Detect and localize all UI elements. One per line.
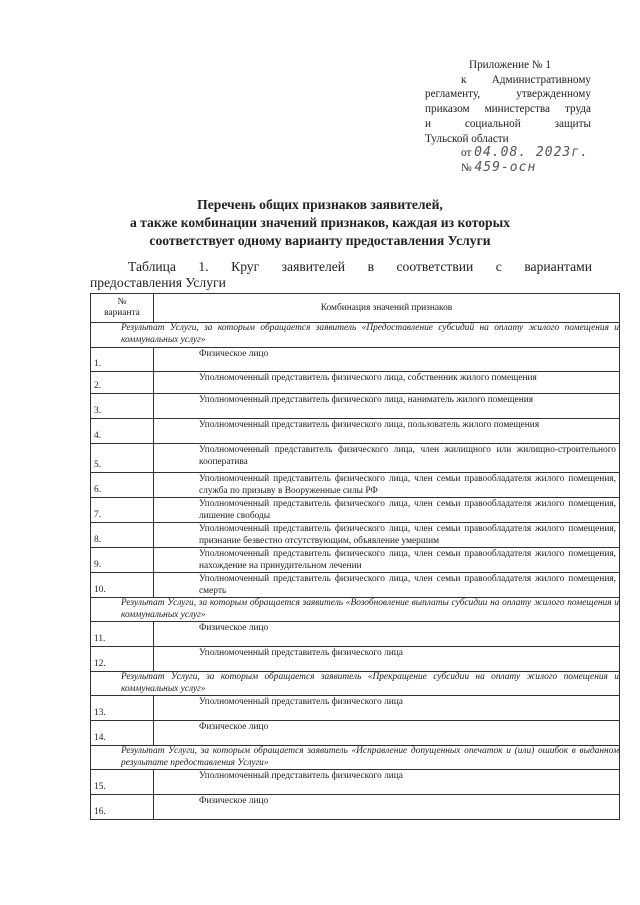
combination-text: Физическое лицо [199,722,269,732]
appendix-line: регламенту, утвержденному [425,88,591,101]
combination-text: Уполномоченный представитель физического лица, член жилищного или жилищно-строительного кооператива [199,445,616,467]
appendix-block [425,58,591,176]
variant-number: 7. [91,498,154,523]
variant-number: 11. [91,622,154,647]
variant-combination [154,419,620,444]
table-row [91,444,620,473]
section-title-text: Результат Услуги, за которым обращается заявитель «Исправление допущенных опечаток и (или) ошибок в выданном результате предоставления Услуги» [121,746,619,768]
variant-combination [154,770,620,795]
table-row [91,622,620,647]
variant-number: 1. [91,348,154,372]
section-header-row [91,746,620,770]
variant-number: 12. [91,647,154,672]
table-header-row [91,294,620,323]
variant-number: 2. [91,372,154,394]
table-row [91,696,620,721]
section-title [91,323,620,348]
section-title [91,672,620,696]
variant-combination [154,498,620,523]
section-title-text: Результат Услуги, за которым обращается заявитель «Прекращение субсидии на оплату жилого помещения и коммунальных услуг» [121,672,619,694]
combination-text: Физическое лицо [199,623,269,633]
table-row [91,473,620,498]
variant-combination [154,721,620,746]
section-header-row [91,672,620,696]
number-prefix: № [461,161,472,174]
section-title-text: Результат Услуги, за которым обращается заявитель «Предоставление субсидий на оплату жилого помещения и коммунальных услуг» [121,323,619,345]
variant-number: 4. [91,419,154,444]
appendix-line: к Административному [461,73,591,86]
table-row [91,647,620,672]
table-row [91,770,620,795]
appendix-line: Приложение № 1 [469,59,551,71]
variant-combination [154,622,620,647]
table-row [91,498,620,523]
title-line: соответствует одному варианту предоставления Услуги [149,233,491,248]
appendix-date [425,146,591,161]
table-row [91,721,620,746]
table-caption [90,259,592,290]
variant-combination [154,548,620,573]
variant-combination [154,573,620,598]
table-row [91,523,620,548]
combination-text: Уполномоченный представитель физического лица, пользователь жилого помещения [199,420,540,430]
variant-number: 8. [91,523,154,548]
combination-text: Уполномоченный представитель физического лица, член семьи правообладателя жилого помещения, признание безвестно отсутствующим, объявление умершим [199,524,616,546]
appendix-line: Тульской области [425,132,509,145]
section-header-row [91,598,620,622]
appendix-number [425,161,591,176]
appendix-line: приказом министерства труда [425,103,591,116]
table-row [91,573,620,598]
variant-combination [154,348,620,372]
variant-number: 9. [91,548,154,573]
combination-text: Физическое лицо [199,349,269,359]
section-header-row [91,323,620,348]
variant-combination [154,696,620,721]
combination-text: Уполномоченный представитель физического лица [199,771,403,781]
variant-number: 3. [91,394,154,419]
variant-combination [154,473,620,498]
variant-combination [154,523,620,548]
table-body [91,323,620,820]
section-title [91,746,620,770]
variant-number: 10. [91,573,154,598]
appendix-line: и социальной защиты [425,117,591,130]
variant-number: 15. [91,770,154,795]
variant-combination [154,444,620,473]
table-row [91,372,620,394]
section-title-text: Результат Услуги, за которым обращается заявитель «Возобновление выплаты субсидии на оплату жилого помещения и коммунальных услуг» [121,598,619,620]
combination-text: Уполномоченный представитель физического лица, член семьи правообладателя жилого помещения, лишение свободы [199,499,616,521]
variant-number: 6. [91,473,154,498]
combination-text: Уполномоченный представитель физического лица, наниматель жилого помещения [199,395,534,405]
combination-text: Уполномоченный представитель физического лица, член семьи правообладателя жилого помещения, служба по призыву в Вооруженные силы РФ [199,474,616,496]
variant-number: 5. [91,444,154,473]
handwritten-date: 04.08. 2023г. [474,145,589,161]
title-line: а также комбинации значений признаков, каждая из которых [129,215,511,230]
caption-line: Таблица 1. Круг заявителей в соответствии с вариантами [128,259,592,274]
variant-combination [154,795,620,820]
section-title [91,598,620,622]
variant-combination [154,372,620,394]
title-line: Перечень общих признаков заявителей, [197,197,443,212]
table-row [91,394,620,419]
applicants-table [90,293,620,820]
combination-text: Уполномоченный представитель физического лица [199,697,403,707]
table-row [91,548,620,573]
header-variant-number: № варианта [91,294,154,323]
variant-number: 13. [91,696,154,721]
date-prefix: от [461,147,472,160]
caption-line: предоставления Услуги [90,274,226,290]
table-row [91,795,620,820]
header-combination: Комбинация значений признаков [154,294,620,323]
document-title [60,196,580,250]
variant-combination [154,394,620,419]
table-row [91,348,620,372]
table-row [91,419,620,444]
combination-text: Уполномоченный представитель физического лица [199,648,403,658]
combination-text: Уполномоченный представитель физического лица, член семьи правообладателя жилого помещения, смерть [199,574,616,596]
variant-combination [154,647,620,672]
variant-number: 14. [91,721,154,746]
combination-text: Физическое лицо [199,796,269,806]
combination-text: Уполномоченный представитель физического лица, член семьи правообладателя жилого помещения, нахождение на принудительном лечении [199,549,616,571]
handwritten-number: 459-осн [474,159,537,175]
combination-text: Уполномоченный представитель физического лица, собственник жилого помещения [199,373,537,383]
variant-number: 16. [91,795,154,820]
